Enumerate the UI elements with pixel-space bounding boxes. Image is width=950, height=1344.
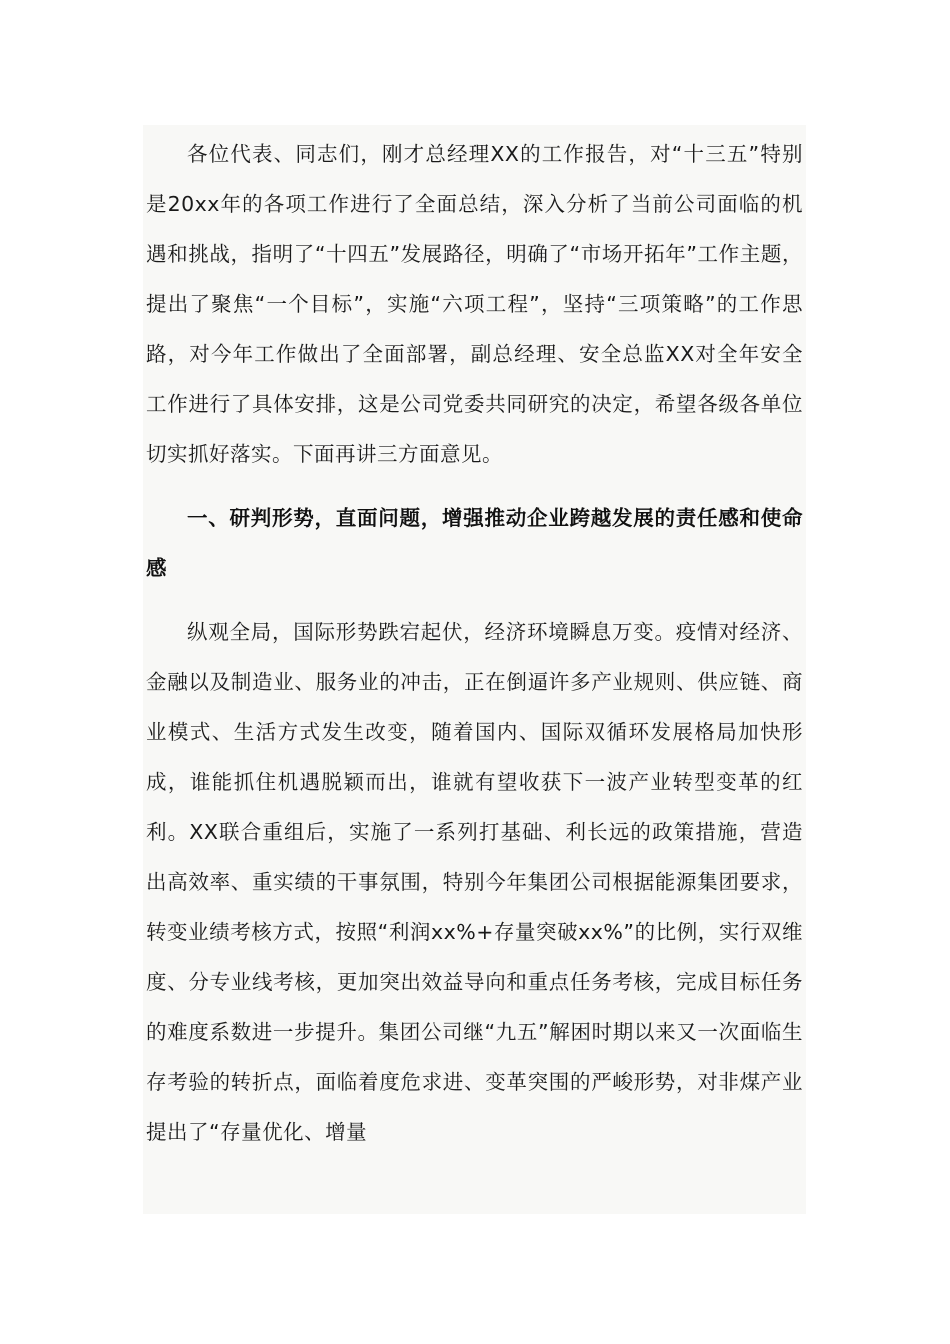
body-paragraph: 纵观全局，国际形势跌宕起伏，经济环境瞬息万变。疫情对经济、金融以及制造业、服务业的冲击，正在倒逼许多产业规则、供应链、商业模式、生活方式发生改变，随着国内、国际双循环发展格局加快形成，谁能抓住机遇脱颖而出，谁就有望收获下一波产业转型变革的红利。XX联合重组后，实施了一系列打基础、利长远的政策措施，营造出高效率、重实绩的干事氛围，特别今年集团公司根据能源集团要求，转变业绩考核方式，按照“利润xx%+存量突破xx%”的比例，实行双维度、分专业线考核，更加突出效益导向和重点任务考核，完成目标任务的难度系数进一步提升。集团公司继“九五”解困时期以来又一次面临生存考验的转折点，面临着度危求进、变革突围的严峻形势，对非煤产业提出了“存量优化、增量 xyxy=(146,620,803,1144)
document-page xyxy=(143,125,806,1214)
section-heading: 一、研判形势，直面问题，增强推动企业跨越发展的责任感和使命感 xyxy=(146,506,803,580)
intro-paragraph: 各位代表、同志们，刚才总经理XX的工作报告，对“十三五”特别是20xx年的各项工作进行了全面总结，深入分析了当前公司面临的机遇和挑战，指明了“十四五”发展路径，明确了“市场开拓年”工作主题，提出了聚焦“一个目标”，实施“六项工程”，坚持“三项策略”的工作思路，对今年工作做出了全面部署，副总经理、安全总监XX对全年安全工作进行了具体安排，这是公司党委共同研究的决定，希望各级各单位切实抓好落实。下面再讲三方面意见。 xyxy=(146,142,803,466)
